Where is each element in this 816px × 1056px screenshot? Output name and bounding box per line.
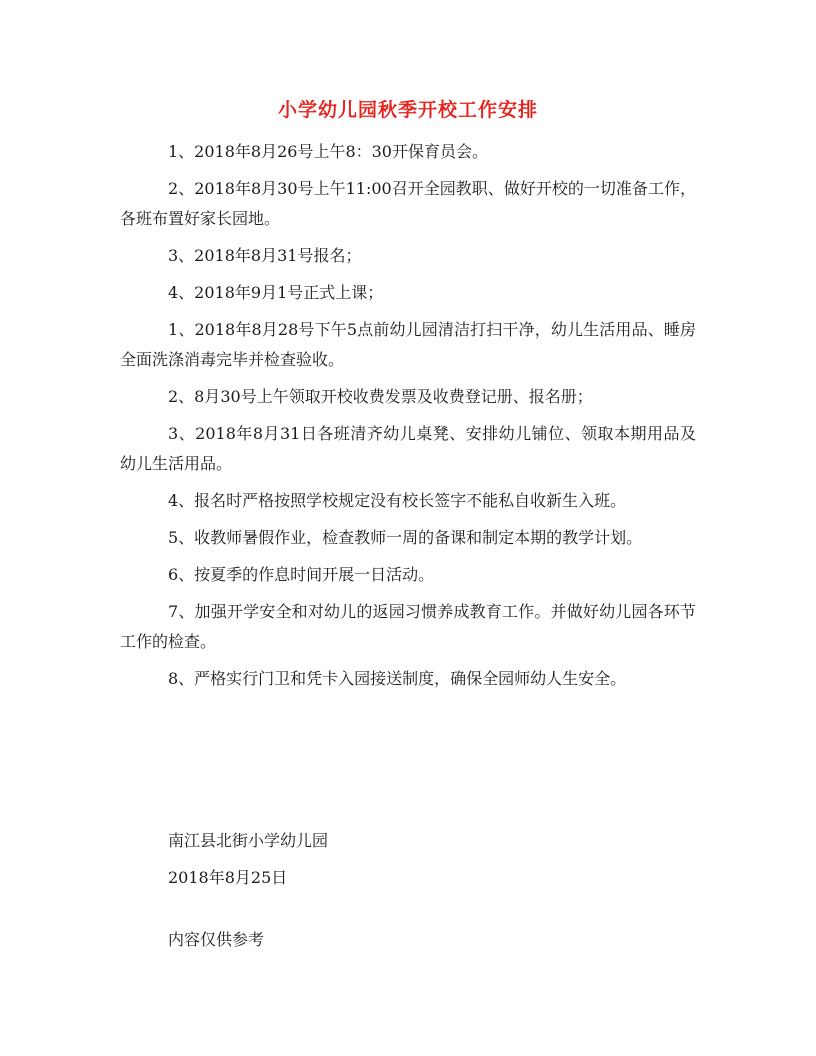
document-body <box>120 137 696 701</box>
paragraph: 7、加强开学安全和对幼儿的返园习惯养成教育工作。并做好幼儿园各环节工作的检查。 <box>120 602 696 651</box>
paragraph: 8、严格实行门卫和凭卡入园接送制度，确保全园师幼人生安全。 <box>168 669 627 688</box>
paragraph: 1、2018年8月26号上午8：30开保育员会。 <box>168 142 488 161</box>
paragraph: 5、收教师暑假作业，检查教师一周的备课和制定本期的教学计划。 <box>168 528 643 547</box>
signature-date: 2018年8月25日 <box>168 868 288 887</box>
signature-organization: 南江县北街小学幼儿园 <box>168 831 329 850</box>
document-title: 小学幼儿园秋季开校工作安排 <box>277 99 538 121</box>
paragraph: 4、2018年9月1号正式上课； <box>168 283 384 302</box>
paragraph: 3、2018年8月31号报名； <box>168 246 362 265</box>
paragraph: 4、报名时严格按照学校规定没有校长签字不能私自收新生入班。 <box>168 491 627 510</box>
paragraph: 2、2018年8月30号上午11:00召开全园教职、做好开校的一切准备工作，各班布置好家长园地。 <box>120 179 696 228</box>
footer-note: 内容仅供参考 <box>168 930 265 949</box>
paragraph: 6、按夏季的作息时间开展一日活动。 <box>168 565 435 584</box>
paragraph: 1、2018年8月28号下午5点前幼儿园清洁打扫干净，幼儿生活用品、睡房全面洗涤消毒完毕并检查验收。 <box>120 320 696 369</box>
paragraph: 3、2018年8月31日各班清齐幼儿桌凳、安排幼儿铺位、领取本期用品及幼儿生活用品。 <box>120 424 696 473</box>
paragraph: 2、8月30号上午领取开校收费发票及收费登记册、报名册； <box>168 387 593 406</box>
